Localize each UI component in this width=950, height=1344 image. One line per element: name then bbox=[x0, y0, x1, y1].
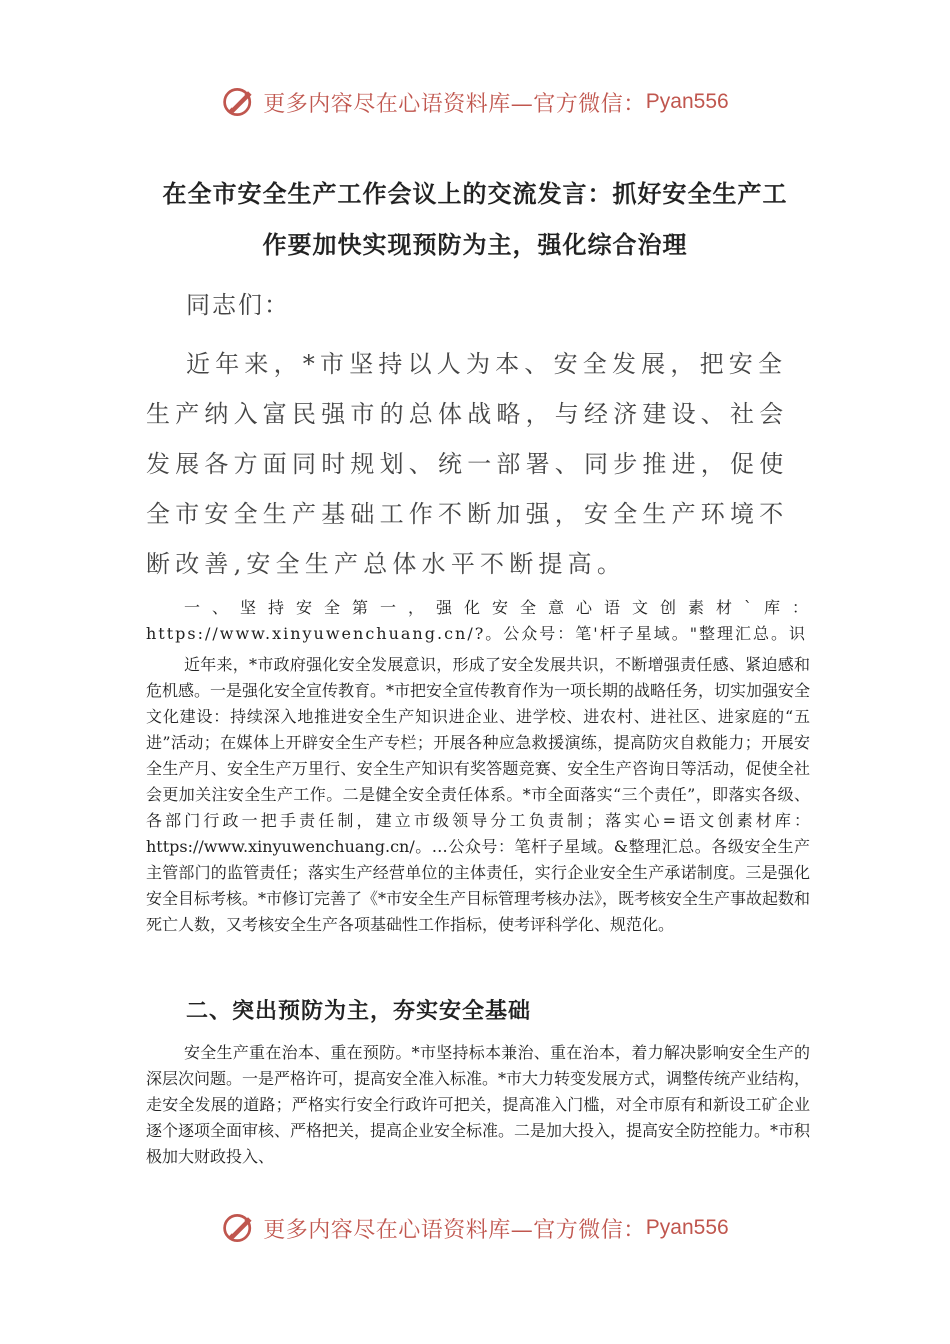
section-1-body: 近年来，*市政府强化安全发展意识，形成了安全发展共识，不断增强责任感、紧迫感和危机感。一是强化安全宣传教育。*市把安全宣传教育作为一项长期的战略任务，切实加强安全文化建设：持续深入地推进安全生产知识进企业、进学校、进农村、进社区、进家庭的“五进”活动；在媒体上开辟安全生产专栏；开展各种应急救援演练，提高防灾自救能力；开展安全生产月、安全生产万里行、安全生产知识有奖答题竞赛、安全生产咨询日等活动，促使全社会更加关注安全生产工作。二是健全安全责任体系。*市全面落实“三个责任”，即落实各级、各部门行政一把手责任制，建立市级领导分工负责制；落实心=语文创素材库：https://www.xinyuwenchuang.cn/。…公众号：笔杆子星域。&整理汇总。各级安全生产主管部门的监管责任；落实生产经营单位的主体责任，实行企业安全生产承诺制度。三是强化安全目标考核。*市修订完善了《*市安全生产目标管理考核办法》，既考核安全生产事故起数和死亡人数，又考核安全生产各项基础性工作指标，使考评科学化、规范化。 bbox=[146, 655, 811, 934]
document-title-line-1: 在全市安全生产工作会议上的交流发言：抓好安全生产工 bbox=[162, 179, 788, 208]
section-2-heading: 二、突出预防为主，夯实安全基础 bbox=[186, 998, 532, 1024]
section-2-body: 安全生产重在治本、重在预防。*市坚持标本兼治、重在治本，着力解决影响安全生产的深层次问题。一是严格许可，提高安全准入标准。*市大力转变发展方式，调整传统产业结构，走安全发展的道路；严格实行安全行政许可把关，提高准入门槛，对全市原有和新设工矿企业逐个逐项全面审核、严格把关，提高企业安全标准。二是加大投入，提高安全防控能力。*市积极加大财政投入、 bbox=[146, 1043, 811, 1166]
banner-text: 更多内容尽在心语资料库—官方微信： bbox=[263, 1217, 646, 1243]
quill-logo-icon bbox=[221, 1210, 257, 1246]
banner-text: 更多内容尽在心语资料库—官方微信： bbox=[263, 91, 646, 117]
section-1-heading: 一、坚持安全第一，强化安全意心语文创素材`库：https://www.xinyuwenchuang.cn/?。公众号：笔'杆子星域。"整理汇总。识 bbox=[146, 598, 810, 643]
header-watermark-banner bbox=[0, 80, 950, 124]
lead-paragraph: 近年来，*市坚持以人为本、安全发展，把安全生产纳入富民强市的总体战略，与经济建设、社会发展各方面同时规划、统一部署、同步推进，促使全市安全生产基础工作不断加强，安全生产环境不断改善,安全生产总体水平不断提高。 bbox=[146, 350, 789, 578]
document-title-line-2: 作要加快实现预防为主，强化综合治理 bbox=[262, 230, 688, 259]
banner-wechat-id: Pyan556 bbox=[645, 1216, 729, 1239]
greeting: 同志们： bbox=[186, 291, 290, 319]
footer-watermark-banner bbox=[0, 1206, 950, 1250]
banner-wechat-id: Pyan556 bbox=[645, 90, 729, 113]
quill-logo-icon bbox=[221, 84, 257, 120]
